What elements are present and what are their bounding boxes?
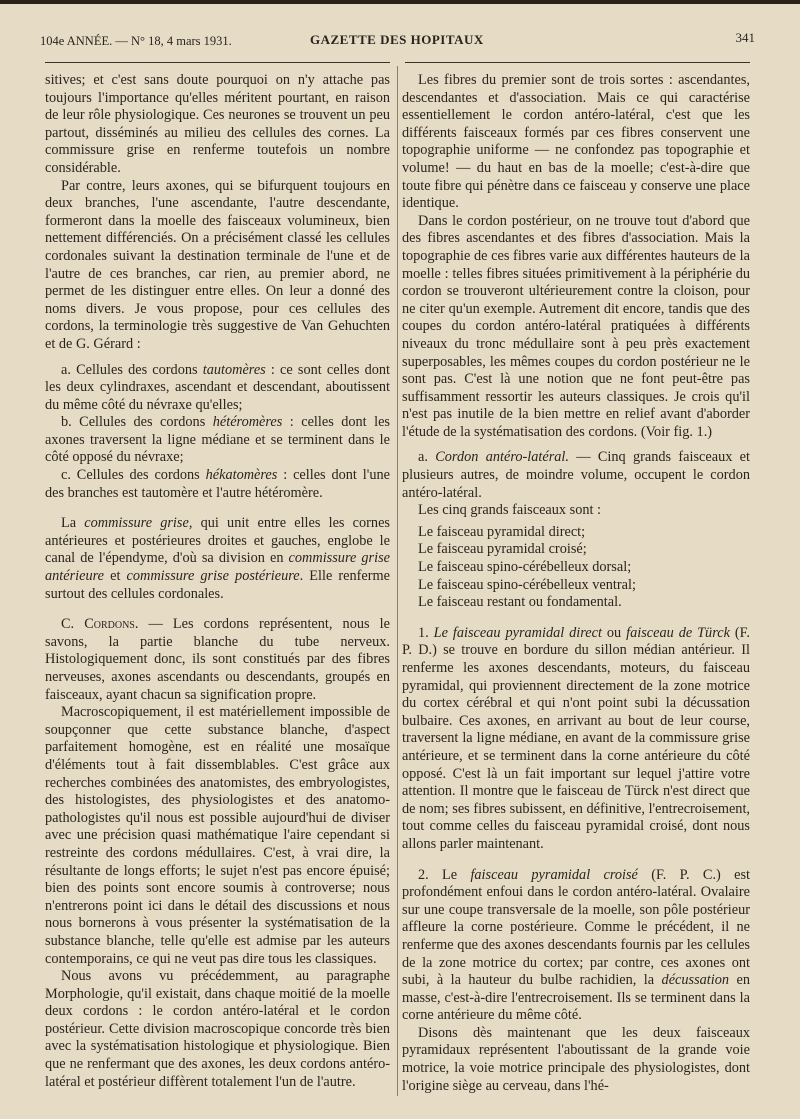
list-item: Le faisceau spino-cérébelleux ventral; <box>418 576 636 593</box>
issue-info: 104e ANNÉE. — N° 18, 4 mars 1931. <box>40 34 232 48</box>
paragraph: Dans le cordon postérieur, on ne trouve tout d'abord que des fibres ascendantes et des fibres d'association. Mais la topographie de ces fibres varie aux différentes hauteurs de la moelle : telles fibres situées primitivement à la périphérie du cordon se trouveront ultérieurement contre la cloison, pour ne citer qu'un exemple. Autrement dit encore, tandis que des coupes du cordon antéro-latéral pratiquées à différents niveaux du tronc médullaire sont à peu près exactement superposables, les mêmes coupes du cordon postérieur ne le sont pas. C'est là une notion que ne font peut-être pas suffisamment ressortir les auteurs classiques. Je crois qu'il n'est pas inutile de la bien mettre en relief avant d'aborder l'étude de la systématisation des cordons. (Voir fig. 1.) <box>402 212 750 440</box>
column-separator <box>397 66 398 1096</box>
header-rule-right <box>405 62 750 63</box>
list-item: Le faisceau restant ou fondamental. <box>418 594 622 611</box>
list-item: Le faisceau pyramidal croisé; <box>418 541 587 558</box>
paragraph-commissure: La commissure grise, qui unit entre elles les cornes antérieures et postérieures droites et gauches, englobe le canal de l'épendyme, d'où sa division en commissure grise antérieure et commissure grise postérieure. Elle renferme surtout des cellules cordonales. <box>45 515 390 602</box>
section-heading: C. Cordons. <box>61 616 139 633</box>
section-cordons: C. Cordons. — Les cordons représentent, nous le savons, la partie blanche du tube nerveux. Histologiquement donc, ils sont constitués par des fibres nerveuses, axones ascendants ou descendants, groupés en faisceaux, ayant chacun sa signification propre. <box>45 616 390 703</box>
list-item-b: b. Cellules des cordons hétéromères : celles dont les axones traversent la ligne médiane et se terminent dans le côté opposé du névraxe; <box>45 414 390 466</box>
left-column <box>45 72 390 1091</box>
paragraph: Les fibres du premier sont de trois sortes : ascendantes, descendantes et d'association. Mais ce qui caractérise essentiellement le cordon antéro-latéral, c'est que les différents faisceaux formés par ces fibres conservent une topographie uniforme — ne confondez pas topographie et volume! — du haut en bas de la moelle; c'est-à-dire que toute fibre qui pénètre dans ce faisceau y conserve une place identique. <box>402 72 750 212</box>
paragraph: Nous avons vu précédemment, au paragraphe Morphologie, qu'il existait, dans chaque moitié de la moelle deux cordons : le cordon antéro-latéral et le cordon postérieur. Cette division macroscopique concorde très bien avec la systématisation histologique et physiologique. Bien que ne renfermant que des axones, les deux cordons antéro-latéral et postérieur diffèrent totalement l'un de l'autre. <box>45 968 390 1090</box>
list-item-c: c. Cellules des cordons hékatomères : celles dont l'une des branches est tautomère et l'autre hétéromère. <box>45 467 390 501</box>
right-column <box>402 72 750 1095</box>
paragraph-fpd: 1. Le faisceau pyramidal direct ou faisceau de Türck (F. P. D.) se trouve en bordure du sillon médian antérieur. Il renferme les axones descendants, moteurs, du faisceau pyramidal, qui proviennent directement de la zone motrice du cortex cérébral et qui n'ont point subi la décussation bulbaire. Ces axones, en arrivant au bout de leur course, traversent la ligne médiane, en avant de la commissure grise antérieure, et se terminent dans la corne antérieure du côté opposé. C'est là un fait important sur lequel j'attire votre attention. Il montre que le faisceau de Türck n'est direct que de nom; ses fibres subissent, en définitive, l'entrecroisement, tout comme celles du faisceau pyramidal croisé, dont nous allons parler maintenant. <box>402 624 751 852</box>
paragraph: Disons dès maintenant que les deux faisceaux pyramidaux représentent l'aboutissant de la grande voie motrice, la voie motrice principale des physiologistes, dont l'origine siège au cerveau, dans l'hé- <box>402 1024 750 1094</box>
subsection-a: a. Cordon antéro-latéral. — Cinq grands faisceaux et plusieurs autres, de moindre volume, occupent le cordon antéro-latéral. <box>402 449 751 501</box>
list-item-a: a. Cellules des cordons tautomères : ce sont celles dont les deux cylindraxes, ascendant et descendant, aboutissent du même côté du névraxe qu'elles; <box>45 361 390 413</box>
list-item: Le faisceau pyramidal direct; <box>418 523 586 540</box>
scan-top-edge <box>0 0 800 4</box>
paragraph: sitives; et c'est sans doute pourquoi on n'y attache pas toujours l'importance qu'elles méritent pourtant, en raison de leur rôle physiologique. Ces neurones se trouvent un peu partout, disséminés au milieu des cellules des cornes. La commissure grise en renferme toutefois un nombre considérable. <box>45 72 390 176</box>
journal-title: GAZETTE DES HOPITAUX <box>310 32 484 47</box>
paragraph: Macroscopiquement, il est matériellement impossible de soupçonner que cette substance blanche, d'aspect parfaitement homogène, est en réalité une mosaïque d'éléments tout à fait dissemblables. C'est grâce aux recherches combinées des anatomistes, des embryologistes, des histologistes, des physiologistes et des anatomo-pathologistes qu'il nous est possible aujourd'hui de diviser avec une précision quasi mathématique l'aire cependant si restreinte des cordons médullaires. C'est, à vrai dire, la résultante de longs efforts; le sujet n'est pas encore épuisé; bien des points sont encore soumis à controverse; nous n'entrerons point ici dans le détail des discussions et nous nous bornerons à vous présenter la systématisation de la substance blanche, telle qu'elle est admise par les auteurs contemporains, ce qui ne veut pas dire tous les classiques. <box>45 704 390 967</box>
header-rule-left <box>45 62 390 63</box>
paragraph: Par contre, leurs axones, qui se bifurquent toujours en deux branches, l'une ascendante, l'autre descendante, formeront dans la moelle des faisceaux volumineux, bien nettement différenciés. On a précisément classé les cellules cordonales suivant la destination terminale de l'une et de l'autre de ces branches, car rien, au premier abord, ne permet de les distinguer entre elles. On leur a donné des noms divers. Je vous propose, pour ces cellules des cordons, la terminologie très suggestive de Van Gehuchten et de G. Gérard : <box>45 177 390 352</box>
page-number: 341 <box>735 30 755 45</box>
list-intro: Les cinq grands faisceaux sont : <box>418 502 602 519</box>
page-header <box>40 30 755 52</box>
paragraph-fpc: 2. Le faisceau pyramidal croisé (F. P. C.) est profondément enfoui dans le cordon antéro-latéral. Ovalaire sur une coupe transversale de la moelle, son pôle postérieur affleure la corne postérieure. Comme le précédent, il ne renferme que des axones descendants fournis par les cellules de la zone motrice du cortex; par contre, ces axones ont subi, à la hauteur du bulbe rachidien, la décussation en masse, c'est-à-dire l'entrecroisement. Ils se terminent dans la corne antérieure du même côté. <box>402 866 750 1024</box>
list-item: Le faisceau spino-cérébelleux dorsal; <box>418 559 632 576</box>
